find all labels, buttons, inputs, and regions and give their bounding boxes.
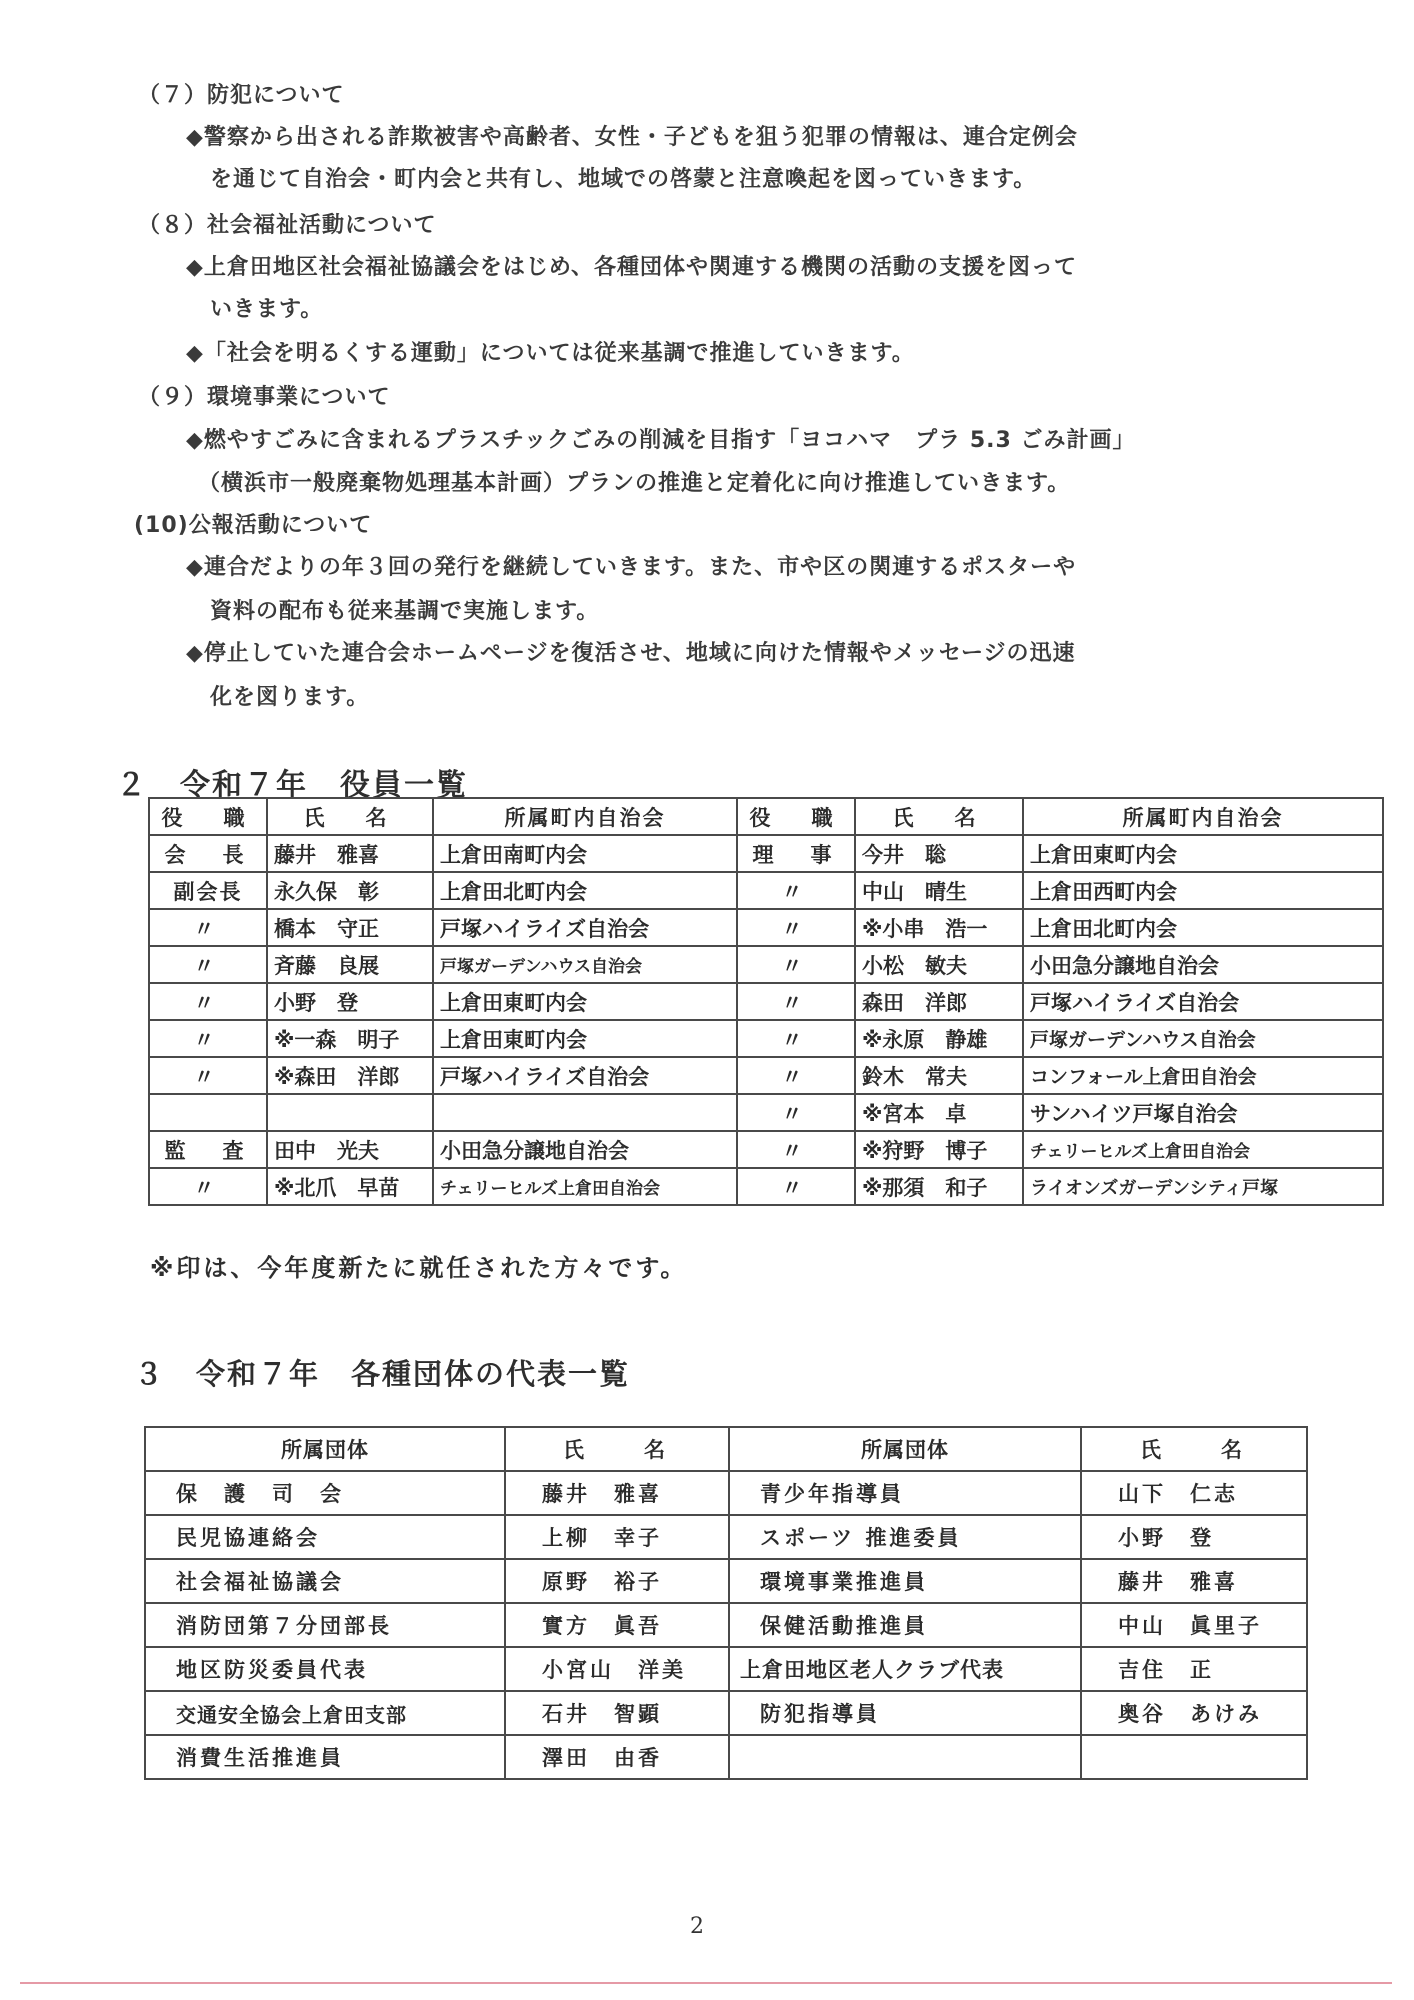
group-name: 環境事業推進員 [729, 1559, 1081, 1603]
group-name [729, 1735, 1081, 1779]
representative-name: 藤井 雅喜 [1081, 1559, 1307, 1603]
new-officers-note: ※印は、今年度新たに就任された方々です。 [150, 1254, 688, 1282]
section-7-line-1: ◆警察から出される詐欺被害や高齢者、女性・子どもを狙う犯罪の情報は、連合定例会 [186, 125, 1078, 150]
officer-name: ※狩野 博子 [855, 1131, 1023, 1168]
officer-association: 上倉田東町内会 [1023, 835, 1383, 872]
officer-name [267, 1094, 433, 1131]
officer-name: 中山 晴生 [855, 872, 1023, 909]
officer-association: 戸塚ガーデンハウス自治会 [1023, 1020, 1383, 1057]
officer-role: 〃 [149, 946, 267, 983]
table-row [149, 909, 1383, 946]
officer-name: 今井 聡 [855, 835, 1023, 872]
representative-name: 吉住 正 [1081, 1647, 1307, 1691]
officer-association: チェリーヒルズ上倉田自治会 [433, 1168, 737, 1205]
table-row [145, 1471, 1307, 1515]
representative-name: 中山 眞里子 [1081, 1603, 1307, 1647]
officer-name: 森田 洋郎 [855, 983, 1023, 1020]
officer-role: 〃 [149, 1168, 267, 1205]
officer-role: 〃 [737, 1168, 855, 1205]
officer-association: チェリーヒルズ上倉田自治会 [1023, 1131, 1383, 1168]
officer-name: ※森田 洋郎 [267, 1057, 433, 1094]
officer-role: 〃 [149, 909, 267, 946]
table-row [145, 1559, 1307, 1603]
officer-role: 副会長 [149, 872, 267, 909]
table-row [149, 946, 1383, 983]
officer-role: 〃 [149, 1020, 267, 1057]
officer-role: 〃 [737, 909, 855, 946]
bottom-rule [20, 1982, 1392, 1984]
officer-name: ※那須 和子 [855, 1168, 1023, 1205]
section-9-line-2: （横浜市一般廃棄物処理基本計画）プランの推進と定着化に向け推進していきます。 [198, 471, 1071, 496]
officer-association: コンフォール上倉田自治会 [1023, 1057, 1383, 1094]
table-row [145, 1735, 1307, 1779]
officer-name: 田中 光夫 [267, 1131, 433, 1168]
officer-role: 〃 [737, 1131, 855, 1168]
officer-role: 〃 [737, 1094, 855, 1131]
officer-association: 戸塚ハイライズ自治会 [433, 909, 737, 946]
section-8-line-2: いきます。 [210, 297, 324, 322]
header-association: 所属町内自治会 [433, 798, 737, 835]
group-name: 社会福祉協議会 [145, 1559, 505, 1603]
officers-title: ２ 令和７年 役員一覧 [116, 768, 468, 803]
representative-name: 藤井 雅喜 [505, 1471, 729, 1515]
header-name: 氏 名 [505, 1427, 729, 1471]
officer-name: 鈴木 常夫 [855, 1057, 1023, 1094]
header-group: 所属団体 [729, 1427, 1081, 1471]
officer-name: ※一森 明子 [267, 1020, 433, 1057]
representative-name: 實方 眞吾 [505, 1603, 729, 1647]
section-7-heading: （７）防犯について [138, 83, 345, 108]
officer-name: 斉藤 良展 [267, 946, 433, 983]
group-name: 上倉田地区老人クラブ代表 [729, 1647, 1081, 1691]
group-name: 交通安全協会上倉田支部 [145, 1691, 505, 1735]
header-name: 氏 名 [1081, 1427, 1307, 1471]
officer-association: 上倉田東町内会 [433, 1020, 737, 1057]
officer-role: 〃 [737, 872, 855, 909]
officer-role: 〃 [737, 983, 855, 1020]
group-name: 防犯指導員 [729, 1691, 1081, 1735]
group-name: 保健活動推進員 [729, 1603, 1081, 1647]
representative-name: 小野 登 [1081, 1515, 1307, 1559]
table-row [149, 872, 1383, 909]
section-8-line-1: ◆上倉田地区社会福祉協議会をはじめ、各種団体や関連する機関の活動の支援を図って [186, 255, 1078, 280]
officer-association: 上倉田南町内会 [433, 835, 737, 872]
header-name: 氏 名 [855, 798, 1023, 835]
officer-association: 小田急分譲地自治会 [433, 1131, 737, 1168]
officer-association: 戸塚ガーデンハウス自治会 [433, 946, 737, 983]
officer-name: ※小串 浩一 [855, 909, 1023, 946]
representative-name: 澤田 由香 [505, 1735, 729, 1779]
header-role: 役 職 [149, 798, 267, 835]
section-10-line-1: ◆連合だよりの年３回の発行を継続していきます。また、市や区の関連するポスターや [186, 555, 1077, 580]
group-name: 青少年指導員 [729, 1471, 1081, 1515]
officer-role: 〃 [737, 946, 855, 983]
officer-role [149, 1094, 267, 1131]
group-name: 民児協連絡会 [145, 1515, 505, 1559]
table-row [149, 1131, 1383, 1168]
table-row [149, 1094, 1383, 1131]
header-group: 所属団体 [145, 1427, 505, 1471]
representative-name [1081, 1735, 1307, 1779]
group-name: 消費生活推進員 [145, 1735, 505, 1779]
officer-name: ※永原 静雄 [855, 1020, 1023, 1057]
group-name: 地区防災委員代表 [145, 1647, 505, 1691]
representative-name: 小宮山 洋美 [505, 1647, 729, 1691]
group-name: 保 護 司 会 [145, 1471, 505, 1515]
officer-role: 〃 [149, 1057, 267, 1094]
officer-role: 〃 [149, 983, 267, 1020]
officer-association: ライオンズガーデンシティ戸塚 [1023, 1168, 1383, 1205]
officer-role: 理 事 [737, 835, 855, 872]
header-association: 所属町内自治会 [1023, 798, 1383, 835]
representative-name: 奥谷 あけみ [1081, 1691, 1307, 1735]
header-role: 役 職 [737, 798, 855, 835]
section-8-heading: （８）社会福祉活動について [138, 213, 437, 238]
table-row [145, 1515, 1307, 1559]
header-name: 氏 名 [267, 798, 433, 835]
section-7-line-2: を通じて自治会・町内会と共有し、地域での啓蒙と注意喚起を図っていきます。 [210, 167, 1037, 192]
table-row [145, 1691, 1307, 1735]
officer-name: 小野 登 [267, 983, 433, 1020]
section-10-line-4: 化を図ります。 [210, 685, 370, 710]
officer-association: 上倉田北町内会 [433, 872, 737, 909]
table-row [149, 835, 1383, 872]
page-number: 2 [690, 1914, 704, 1939]
table-row [149, 1020, 1383, 1057]
officers-header-row [149, 798, 1383, 835]
officer-association [433, 1094, 737, 1131]
group-name: 消防団第７分団部長 [145, 1603, 505, 1647]
officer-association: 上倉田北町内会 [1023, 909, 1383, 946]
table-row [145, 1647, 1307, 1691]
officer-name: ※北爪 早苗 [267, 1168, 433, 1205]
section-9-heading: （９）環境事業について [138, 385, 391, 410]
representative-name: 原野 裕子 [505, 1559, 729, 1603]
table-row [149, 1057, 1383, 1094]
officer-name: 藤井 雅喜 [267, 835, 433, 872]
reps-header-row [145, 1427, 1307, 1471]
officer-association: 上倉田東町内会 [433, 983, 737, 1020]
section-9-line-1: ◆燃やすごみに含まれるプラスチックごみの削減を目指す「ヨコハマ プラ 5.3 ごみ計画」 [186, 428, 1136, 453]
officer-association: 小田急分譲地自治会 [1023, 946, 1383, 983]
officer-role: 監 査 [149, 1131, 267, 1168]
section-10-heading: (10)公報活動について [134, 513, 373, 538]
representative-name: 上柳 幸子 [505, 1515, 729, 1559]
table-row [149, 1168, 1383, 1205]
officer-association: 上倉田西町内会 [1023, 872, 1383, 909]
reps-table [144, 1426, 1308, 1780]
table-row [145, 1603, 1307, 1647]
officer-name: 永久保 彰 [267, 872, 433, 909]
section-8-line-3: ◆「社会を明るくする運動」については従来基調で推進していきます。 [186, 341, 915, 366]
group-name: スポーツ 推進委員 [729, 1515, 1081, 1559]
section-10-line-3: ◆停止していた連合会ホームページを復活させ、地域に向けた情報やメッセージの迅速 [186, 641, 1076, 666]
officer-name: ※宮本 卓 [855, 1094, 1023, 1131]
table-row [149, 983, 1383, 1020]
officers-table [148, 797, 1384, 1206]
officer-name: 小松 敏夫 [855, 946, 1023, 983]
officer-association: サンハイツ戸塚自治会 [1023, 1094, 1383, 1131]
section-10-line-2: 資料の配布も従来基調で実施します。 [210, 599, 600, 624]
officer-name: 橋本 守正 [267, 909, 433, 946]
representative-name: 石井 智顕 [505, 1691, 729, 1735]
officer-role: 〃 [737, 1057, 855, 1094]
officer-role: 会 長 [149, 835, 267, 872]
reps-title: ３ 令和７年 各種団体の代表一覧 [134, 1357, 631, 1391]
representative-name: 山下 仁志 [1081, 1471, 1307, 1515]
officer-association: 戸塚ハイライズ自治会 [1023, 983, 1383, 1020]
officer-association: 戸塚ハイライズ自治会 [433, 1057, 737, 1094]
officer-role: 〃 [737, 1020, 855, 1057]
